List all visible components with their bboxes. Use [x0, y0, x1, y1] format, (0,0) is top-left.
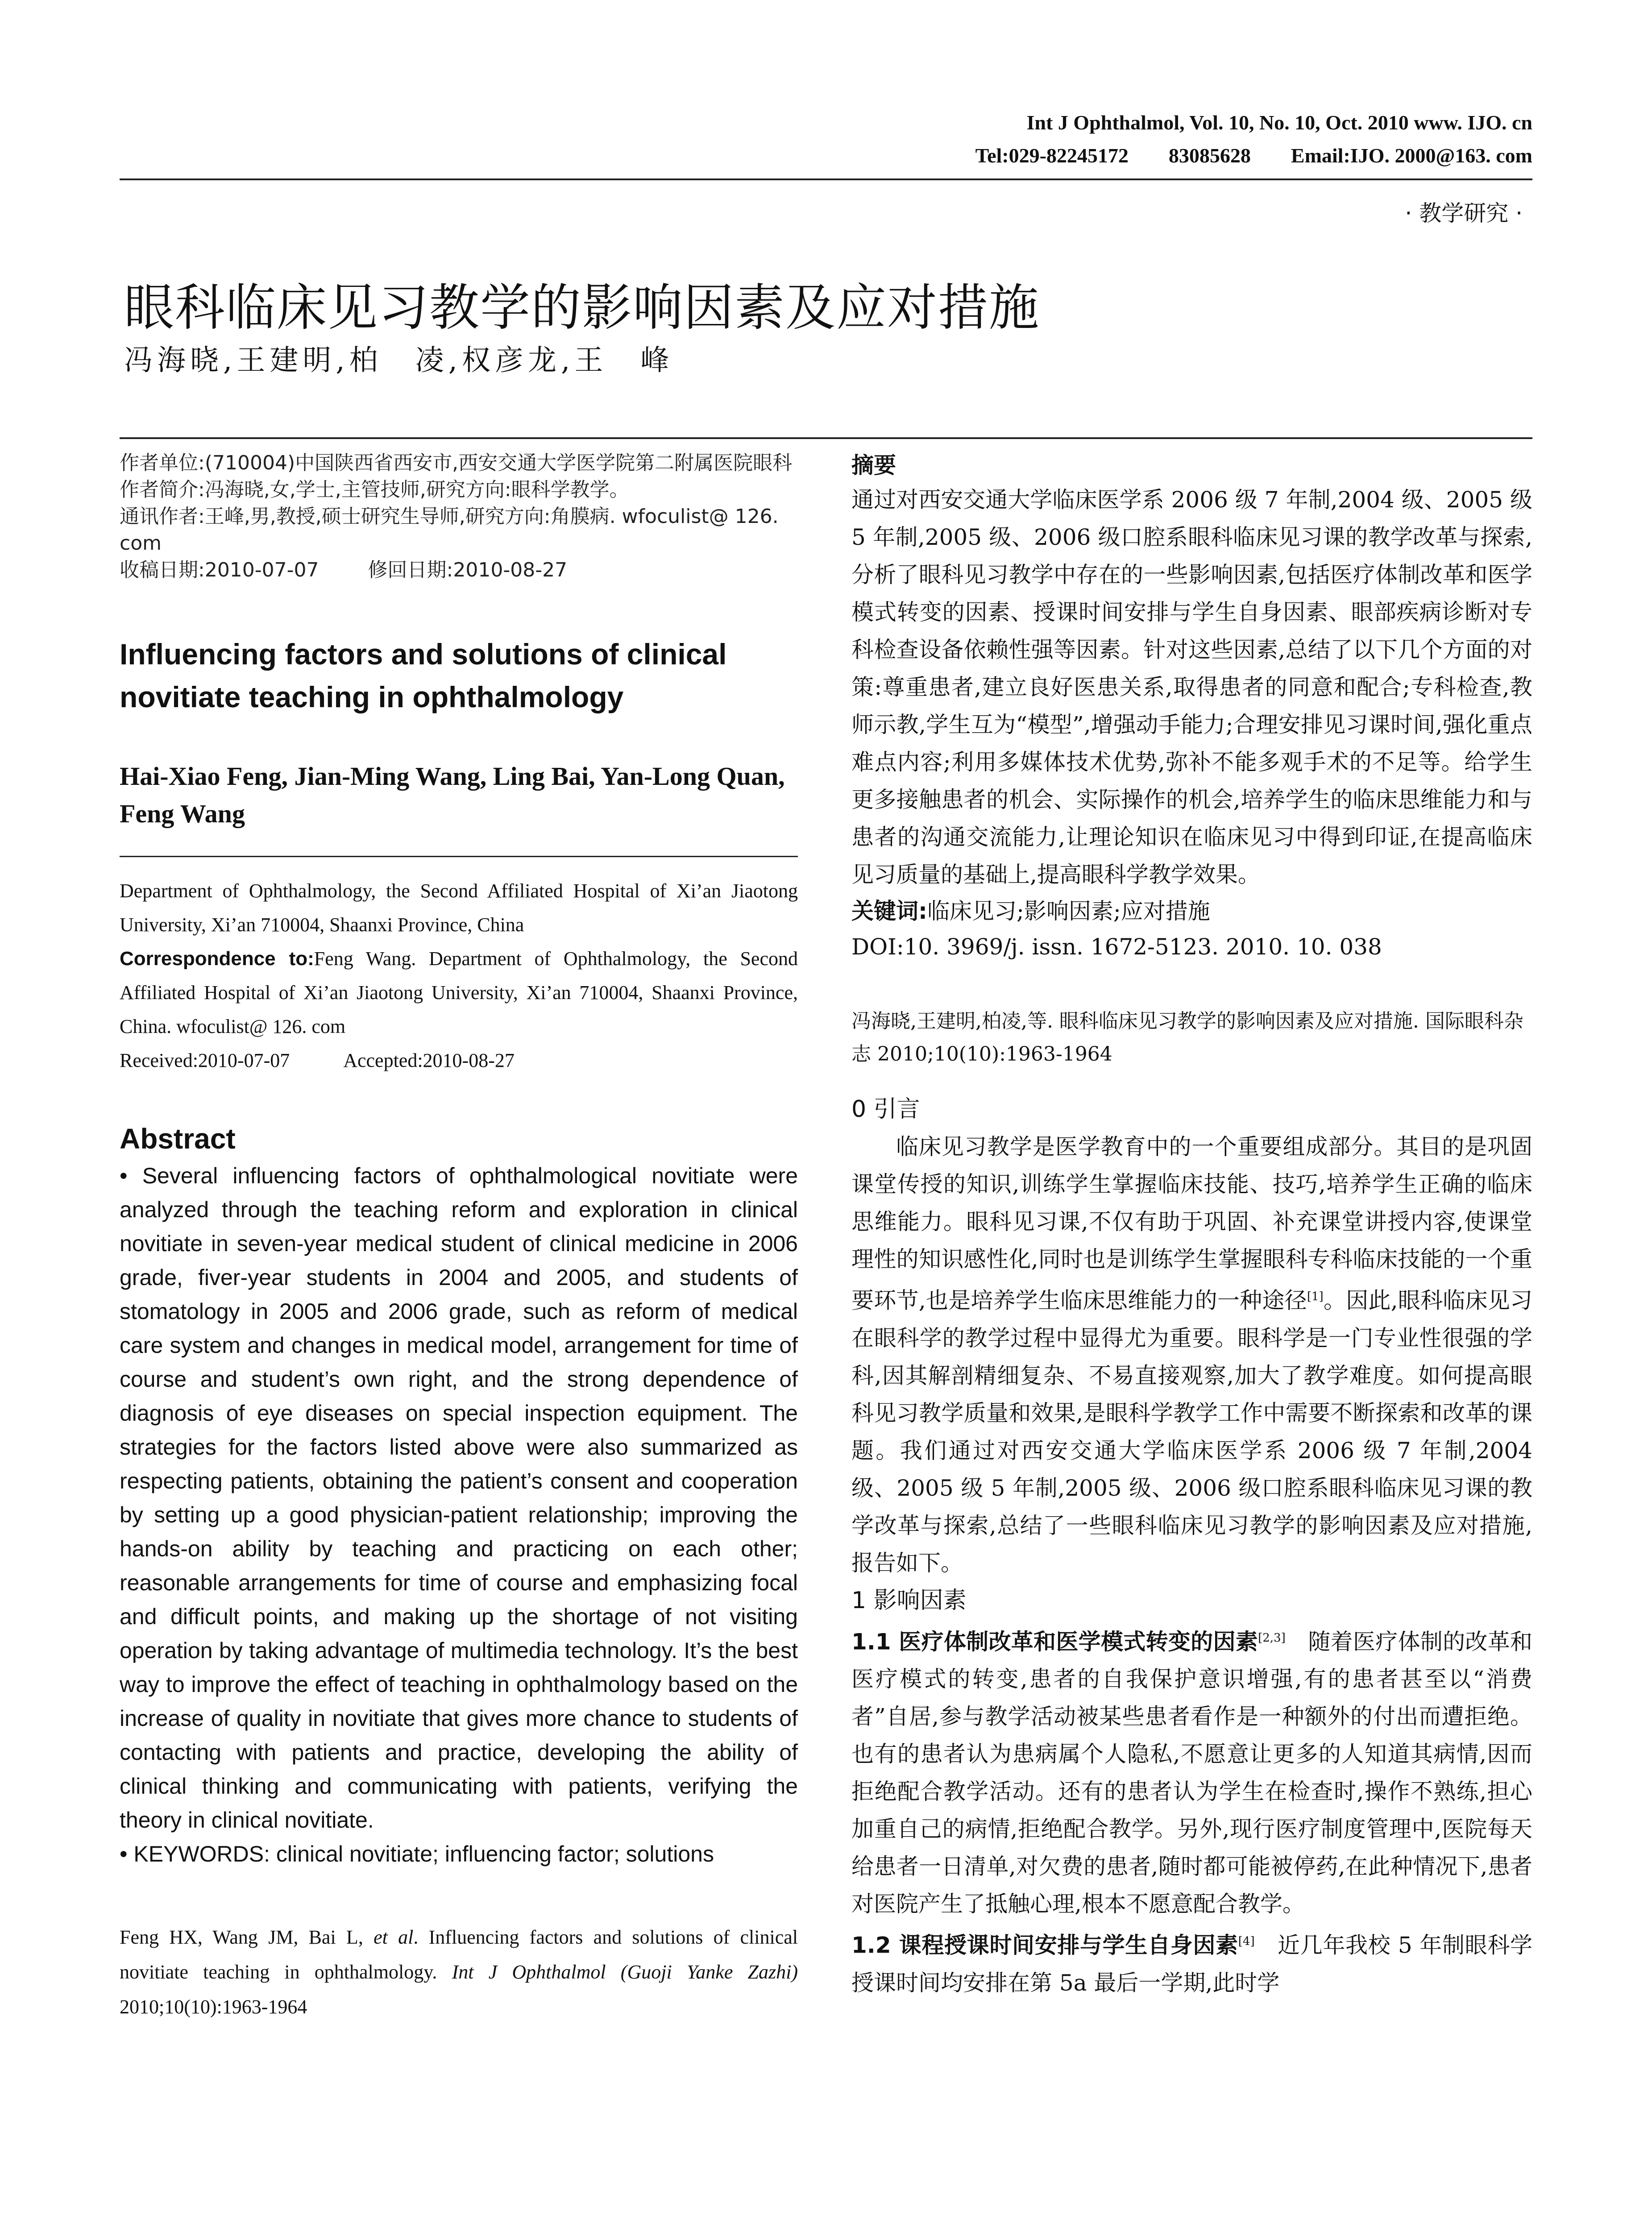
- sec0-paragraph: [851, 1128, 1532, 1582]
- sec1-title: 1 影响因素: [851, 1587, 967, 1614]
- sec11-title: 1.1 医疗体制改革和医学模式转变的因素: [851, 1629, 1258, 1655]
- tel2: 83085628: [1168, 144, 1251, 167]
- zh-abstract-heading: 摘要: [851, 452, 896, 478]
- department-en: Department of Ophthalmology, the Second Affiliated Hospital of Xi’an Jiaotong University, Xi’an 710004, Shaanxi Province, China: [120, 880, 798, 936]
- sec12-paragraph: [851, 1923, 1532, 2002]
- authors-en: Hai-Xiao Feng, Jian-Ming Wang, Ling Bai, Yan-Long Quan, Feng Wang: [120, 762, 785, 828]
- sec0-text: 临床见习教学是医学教育中的一个重要组成部分。其目的是巩固课堂传授的知识,训练学生掌握临床技能、技巧,培养学生正确的临床思维能力。眼科见习课,不仅有助于巩固、补充课堂讲授内容,使课堂理性的知识感性化,同时也是训练学生掌握眼科专科临床技能的一个重要环节,也是培养学生临床思维能力的一种途径: [851, 1134, 1532, 1314]
- sec0-title: 0 引言: [851, 1096, 920, 1123]
- corresponding-author: 通讯作者:王峰,男,教授,硕士研究生导师,研究方向:角膜病. wfoculist@ 126. com: [120, 505, 779, 555]
- sec12-title: 1.2 课程授课时间安排与学生自身因素: [851, 1932, 1238, 1958]
- dates-en: [120, 1044, 798, 1078]
- title-en: Influencing factors and solutions of clinical novitiate teaching in ophthalmology: [120, 638, 727, 713]
- email: Email:IJO. 2000@163. com: [1291, 144, 1532, 167]
- abstract-heading: Abstract: [120, 1123, 236, 1155]
- title-rule: [120, 437, 1532, 439]
- right-column: [851, 450, 1532, 2002]
- cite-journal: Int J Ophthalmol (Guoji Yanke Zazhi): [452, 1961, 798, 1983]
- authors-cn: 冯海晓,王建明,柏 凌,权彦龙,王 峰: [124, 344, 674, 377]
- sec12-ref: [4]: [1238, 1935, 1255, 1949]
- zh-kw-text: 临床见习;影响因素;应对措施: [927, 898, 1210, 924]
- tel: Tel:029-82245172: [975, 144, 1129, 167]
- sec11: [851, 1619, 1532, 2002]
- citation-cn: 冯海晓,王建明,柏凌,等. 眼科临床见习教学的影响因素及应对措施. 国际眼科杂志 2010;10(10):1963-1964: [851, 1010, 1523, 1066]
- header-rule: [120, 178, 1532, 180]
- contact-header: [975, 144, 1532, 167]
- received-en: Received:2010-07-07: [120, 1049, 290, 1071]
- sec11-ref: [2,3]: [1258, 1631, 1286, 1645]
- affil-rule: [120, 856, 798, 857]
- cite-etal: et al: [374, 1926, 414, 1948]
- author-unit: 作者单位:(710004)中国陕西省西安市,西安交通大学医学院第二附属医院眼科: [120, 452, 793, 474]
- author-bio: 作者简介:冯海晓,女,学士,主管技师,研究方向:眼科学教学。: [120, 478, 629, 501]
- title-cn: 眼科临床见习教学的影响因素及应对措施: [124, 279, 1040, 337]
- accepted-en: Accepted:2010-08-27: [343, 1049, 515, 1071]
- sec0-text2: 。因此,眼科临床见习在眼科学的教学过程中显得尤为重要。眼科学是一门专业性很强的学科,因其解剖精细复杂、不易直接观察,加大了教学难度。如何提高眼科见习教学质量和效果,是眼科学教学工作中需要不断探索和改革的课题。我们通过对西安交通大学临床医学系 2006 级 7 年制,2004 级、2005 级 5 年制,2005 级、2006 级口腔系眼科临床见习课的教学改革与探索,总结了一些眼科临床见习教学的影响因素及应对措施,报告如下。: [851, 1287, 1532, 1576]
- doi: DOI:10. 3969/j. issn. 1672-5123. 2010. 10. 038: [851, 934, 1382, 960]
- corr-text: Feng Wang. Department of Ophthalmology, the Second Affiliated Hospital of Xi’an Jiaotong University, Xi’an 710004, Shaanxi Province, China. wfoculist@ 126. com: [120, 948, 798, 1037]
- dates-cn: [120, 557, 798, 584]
- journal-header: Int J Ophthalmol, Vol. 10, No. 10, Oct. 2010 www. IJO. cn: [1026, 111, 1532, 134]
- zh-kw-label: 关键词:: [851, 898, 927, 924]
- corr-label: Correspondence to:: [120, 948, 314, 970]
- abstract-text: • Several influencing factors of ophthalmological novitiate were analyzed through the teaching reform and exploration in clinical novitiate in seven-year medical student of clinical medicine in 2006 grade, fiver-year students in 2004 and 2005, and students of stomatology in 2005 and 2006 grade, such as reform of medical care system and changes in medical model, arrangement for time of course and student’s own right, and the strong dependence of diagnosis of eye diseases on special inspection equipment. The strategies for the factors listed above were also summarized as respecting patients, obtaining the patient’s consent and cooperation by setting up a good physician-patient relationship; improving the hands-on ability by teaching and practicing on each other; reasonable arrangements for time of course and emphasizing focal and difficult points, and making up the shortage of not visiting operation by taking advantage of multimedia technology. It’s the best way to improve the effect of teaching in ophthalmology based on the increase of quality in novitiate that gives more chance to students of contacting with patients and practice, developing the ability of clinical thinking and communicating with patients, verifying the theory in clinical novitiate.: [120, 1163, 798, 1833]
- abstract-keywords: • KEYWORDS: clinical novitiate; influencing factor; solutions: [120, 1841, 714, 1866]
- received-cn: 收稿日期:2010-07-07: [120, 559, 319, 581]
- correspondence-en: [120, 942, 798, 1044]
- cite-authors: Feng HX, Wang JM, Bai L,: [120, 1926, 363, 1948]
- revised-cn: 修回日期:2010-08-27: [368, 559, 568, 581]
- left-column: [120, 450, 798, 2024]
- sec0-body: [851, 1128, 1532, 1582]
- cite-volume: 2010;10(10):1963-1964: [120, 1996, 307, 2018]
- abstract-body: [120, 1159, 798, 1871]
- citation-en: [120, 1920, 798, 2024]
- section-tag: · 教学研究 ·: [1405, 200, 1523, 226]
- zh-keywords: [851, 893, 1532, 929]
- sec11-text: 随着医疗体制的改革和医疗模式的转变,患者的自我保护意识增强,有的患者甚至以“消费者”自居,参与教学活动被某些患者看作是一种额外的付出而遭拒绝。也有的患者认为患病属个人隐私,不愿意让更多的人知道其病情,因而拒绝配合教学活动。还有的患者认为学生在检查时,操作不熟练,担心加重自己的病情,拒绝配合教学。另外,现行医疗制度管理中,医院每天给患者一日清单,对欠费的患者,随时都可能被停药,在此种情况下,患者对医院产生了抵触心理,根本不愿意配合教学。: [851, 1629, 1533, 1917]
- sec0-ref: [1]: [1307, 1290, 1324, 1303]
- cite-title: . Influencing factors and solutions of clinical novitiate teaching in ophthalmology.: [120, 1926, 798, 1983]
- sec12-text: 近几年我校 5 年制眼科学授课时间均安排在第 5a 最后一学期,此时学: [851, 1932, 1533, 1996]
- zh-abstract-body: 通过对西安交通大学临床医学系 2006 级 7 年制,2004 级、2005 级 5 年制,2005 级、2006 级口腔系眼科临床见习课的教学改革与探索,分析了眼科见习教学中存在的一些影响因素,包括医疗体制改革和医学模式转变的因素、授课时间安排与学生自身因素、眼部疾病诊断对专科检查设备依赖性强等因素。针对这些因素,总结了以下几个方面的对策:尊重患者,建立良好医患关系,取得患者的同意和配合;专科检查,教师示教,学生互为“模型”,增强动手能力;合理安排见习课时间,强化重点难点内容;利用多媒体技术优势,弥补不能多观手术的不足等。给学生更多接触患者的机会、实际操作的机会,培养学生的临床思维能力和与患者的沟通交流能力,让理论知识在临床见习中得到印证,在提高临床见习质量的基础上,提高眼科学教学效果。: [851, 487, 1532, 887]
- author-info: [120, 450, 798, 584]
- affiliation-en: [120, 874, 798, 1078]
- sec11-paragraph: [851, 1619, 1532, 1923]
